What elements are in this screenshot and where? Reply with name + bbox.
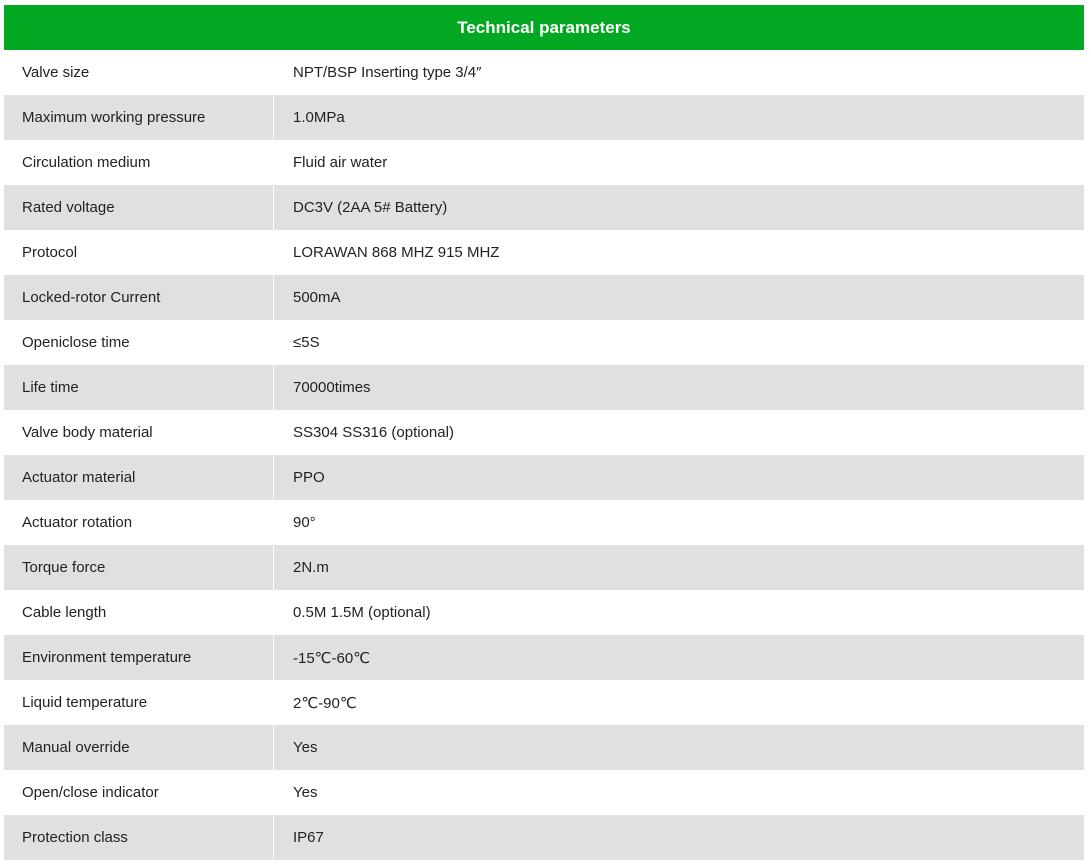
parameter-name: Locked-rotor Current	[4, 275, 274, 320]
table-row	[4, 815, 1084, 860]
parameter-name: Life time	[4, 365, 274, 410]
table-row	[4, 365, 1084, 410]
parameter-value: Yes	[293, 739, 318, 756]
table-row	[4, 275, 1084, 320]
parameter-name: Actuator rotation	[22, 514, 133, 531]
table-row	[4, 590, 1084, 635]
parameter-name: Actuator material	[4, 455, 274, 500]
parameter-name: Manual override	[4, 725, 274, 770]
parameter-name: Cable length	[22, 604, 107, 621]
table-row	[4, 545, 1084, 590]
parameter-value: DC3V (2AA 5# Battery)	[293, 199, 448, 216]
parameter-name: Environment temperature	[4, 635, 274, 680]
parameter-value: IP67	[293, 829, 324, 846]
table-row	[4, 725, 1084, 770]
parameter-value: 0.5M 1.5M (optional)	[293, 604, 431, 621]
parameter-name: Openiclose time	[22, 334, 130, 351]
table-row	[4, 320, 1084, 365]
parameter-name: Protection class	[4, 815, 274, 860]
technical-parameters-table	[4, 5, 1084, 860]
parameter-name: Open/close indicator	[22, 784, 159, 801]
parameter-value: LORAWAN 868 MHZ 915 MHZ	[293, 244, 500, 261]
parameter-value: 2N.m	[293, 559, 329, 576]
parameter-name: Protocol	[22, 244, 78, 261]
table-row	[4, 95, 1084, 140]
parameter-value: 70000times	[293, 379, 371, 396]
table-row	[4, 455, 1084, 500]
table-header	[4, 5, 1084, 50]
parameter-name: Rated voltage	[4, 185, 274, 230]
table-row	[4, 410, 1084, 455]
parameter-value: -15℃-60℃	[293, 649, 371, 667]
table-title: Technical parameters	[457, 17, 631, 37]
parameter-value: 1.0MPa	[293, 109, 345, 126]
table-row	[4, 50, 1084, 95]
parameter-value: Yes	[293, 784, 318, 801]
parameter-value: 500mA	[293, 289, 341, 306]
parameter-name: Valve size	[22, 64, 90, 81]
parameter-name: Liquid temperature	[22, 694, 148, 711]
parameter-value: PPO	[293, 469, 325, 486]
table-row	[4, 680, 1084, 725]
parameter-name: Valve body material	[22, 424, 153, 441]
table-row	[4, 635, 1084, 680]
parameter-value: ≤5S	[293, 334, 320, 351]
parameter-value: SS304 SS316 (optional)	[293, 424, 454, 441]
parameter-name: Circulation medium	[22, 154, 151, 171]
parameter-name: Maximum working pressure	[4, 95, 274, 140]
table-row	[4, 500, 1084, 545]
table-row	[4, 770, 1084, 815]
table-body	[4, 50, 1084, 860]
parameter-name: Torque force	[4, 545, 274, 590]
parameter-value: 2℃-90℃	[293, 694, 357, 712]
table-row	[4, 230, 1084, 275]
parameter-value: Fluid air water	[293, 154, 388, 171]
table-row	[4, 140, 1084, 185]
parameter-value: 90°	[293, 514, 316, 531]
table-row	[4, 185, 1084, 230]
parameter-value: NPT/BSP Inserting type 3/4″	[293, 64, 482, 81]
